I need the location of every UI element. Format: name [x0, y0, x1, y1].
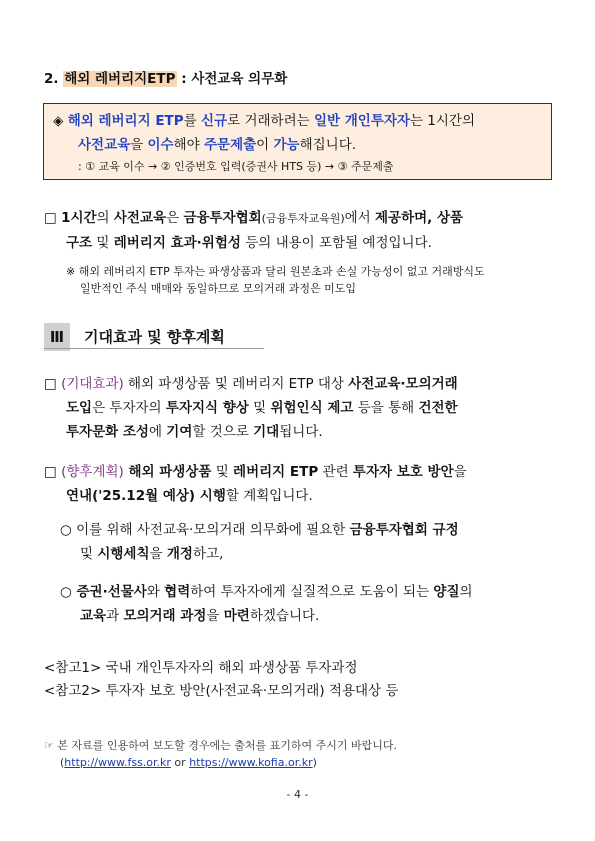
circle-bullet-icon: ○ — [60, 522, 72, 538]
page-number: - 4 - — [286, 788, 309, 801]
summary-line-2: 사전교육을 이수해야 주문제출이 가능해집니다. — [78, 137, 357, 153]
square-bullet-icon: □ — [44, 464, 57, 480]
references — [44, 657, 398, 703]
section-3-heading — [44, 323, 225, 351]
section-divider — [44, 348, 264, 349]
square-bullet-icon: □ — [44, 210, 57, 226]
summary-steps: : ① 교육 이수 → ② 인증번호 입력(증권사 HTS 등) → ③ 주문제출 — [78, 160, 394, 173]
footer-notice: ☞ 본 자료를 인용하여 보도할 경우에는 출처를 표기하여 주시기 바랍니다. (http://www.fss.or.kr or https://www.kofia.or.kr) — [44, 739, 397, 769]
pointing-hand-icon: ☞ — [44, 739, 54, 752]
section-title-highlight: 해외 레버리지ETP — [64, 71, 176, 87]
paragraph-education-details: □ 1시간의 사전교육은 금융투자협회(금융투자교육원)에서 제공하며, 상품 구조 및 레버리지 효과·위험성 등의 내용이 포함될 예정입니다. — [44, 210, 464, 251]
sub-item-cooperation: ○ 증권·선물사와 협력하여 투자자에게 실질적으로 도움이 되는 양질의 교육과 모의거래 과정을 마련하겠습니다. — [60, 584, 473, 624]
kofia-link[interactable]: https://www.kofia.or.kr — [189, 756, 313, 769]
reference-2: <참고2> 투자자 보호 방안(사전교육·모의거래) 적용대상 등 — [44, 683, 399, 699]
fss-link[interactable]: http://www.fss.or.kr — [64, 756, 171, 769]
section-title-rest: : 사전교육 의무화 — [176, 71, 288, 87]
square-bullet-icon: □ — [44, 376, 57, 392]
section-2-heading — [44, 70, 287, 88]
section-number: Ⅲ — [44, 323, 70, 351]
section-title: 기대효과 및 향후계획 — [84, 328, 225, 346]
paragraph-expected-effects: □ (기대효과) 해외 파생상품 및 레버리지 ETP 대상 사전교육·모의거래 도입은 투자자의 투자지식 향상 및 위험인식 제고 등을 통해 건전한 투자문화 조성에 기여할 것으로 기대됩니다. — [44, 376, 458, 440]
diamond-bullet-icon: ◈ — [53, 113, 64, 129]
circle-bullet-icon: ○ — [60, 584, 72, 600]
section-number: 2. — [44, 71, 59, 87]
note: ※ 해외 레버리지 ETP 투자는 파생상품과 달리 원본초과 손실 가능성이 없고 거래방식도 일반적인 주식 매매와 동일하므로 모의거래 과정은 미도입 — [66, 265, 485, 295]
sub-item-regulations: ○ 이를 위해 사전교육·모의거래 의무화에 필요한 금융투자협회 규정 및 시행세칙을 개정하고, — [60, 522, 459, 562]
reference-1: <참고1> 국내 개인투자자의 해외 파생상품 투자과정 — [44, 660, 358, 676]
paragraph-future-plans: □ (향후계획) 해외 파생상품 및 레버리지 ETP 관련 투자자 보호 방안을 연내('25.12월 예상) 시행할 계획입니다. — [44, 464, 467, 504]
summary-line-1: ◈ 해외 레버리지 ETP를 신규로 거래하려는 일반 개인투자자는 1시간의 — [53, 113, 475, 129]
